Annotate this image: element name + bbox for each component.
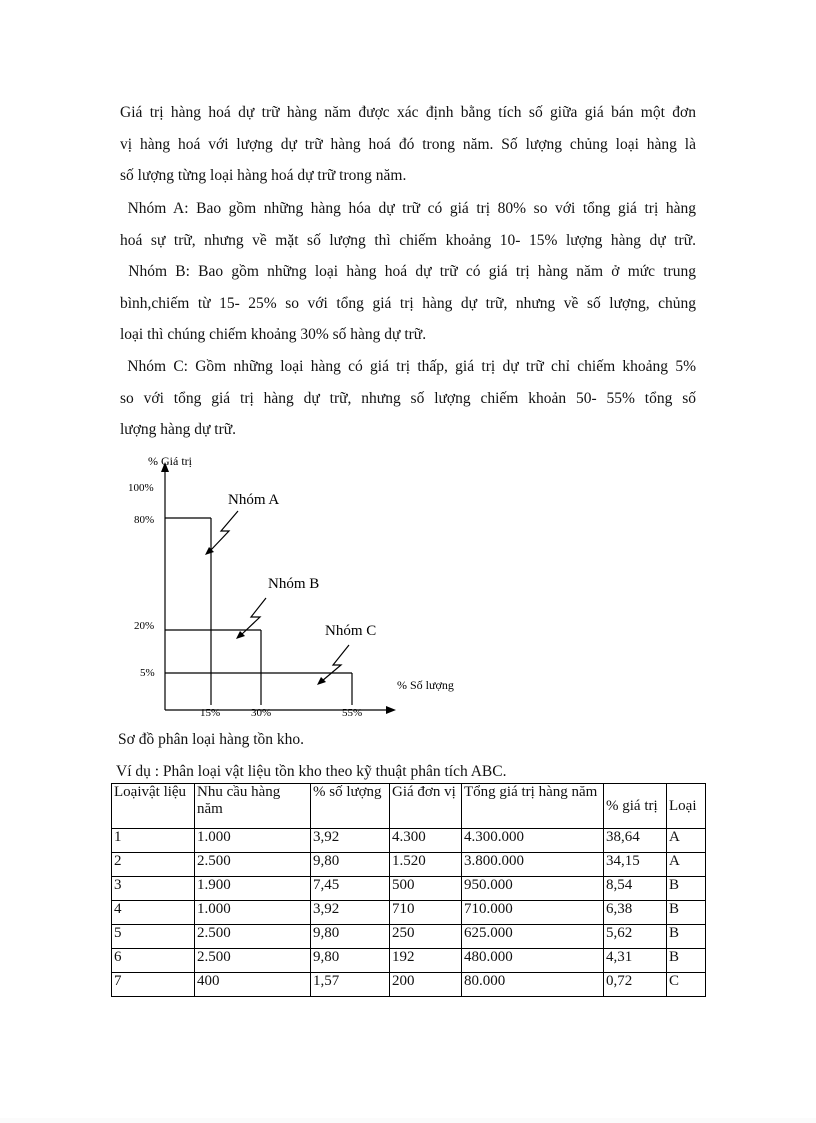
table-cell: A [667,853,706,877]
table-cell: 4.300.000 [462,829,604,853]
group-b-label: Nhóm B [268,576,320,592]
y-tick-label: 20% [134,620,155,632]
table-cell: 5,62 [604,925,667,949]
paragraph-intro [120,97,696,192]
text-line: lượng hàng dự trữ. [120,421,237,438]
table-cell: 2.500 [195,853,311,877]
table-cell: 38,64 [604,829,667,853]
table-cell: 3,92 [311,829,390,853]
x-tick-label: 15% [200,707,221,719]
table-cell: 710.000 [462,901,604,925]
x-axis-arrow [386,706,396,714]
group-c-label: Nhóm C [325,623,377,639]
table-cell: 710 [390,901,462,925]
table-cell: 2.500 [195,949,311,973]
table-cell: A [667,829,706,853]
table-cell: 6,38 [604,901,667,925]
table-cell: 9,80 [311,853,390,877]
table-row [112,901,706,925]
text-line: Nhóm C: Gồm những loại hàng có giá trị thấp, giá trị dự trữ chỉ chiếm khoảng 5% [120,358,696,375]
table-cell: B [667,901,706,925]
table-cell: 2.500 [195,925,311,949]
chart-caption: Sơ đồ phân loại hàng tồn kho. [118,731,304,748]
table-cell: 400 [195,973,311,997]
table-cell: 3.800.000 [462,853,604,877]
table-cell: 1.520 [390,853,462,877]
table-cell: 7,45 [311,877,390,901]
table-cell: 500 [390,877,462,901]
table-cell: 9,80 [311,949,390,973]
text-line: vị hàng hoá với lượng dự trữ hàng hoá đó trong năm. Số lượng chủng loại hàng là [120,135,696,153]
y-axis-label: % Giá trị [148,454,192,468]
y-tick-label: 80% [134,514,155,526]
page-bottom-edge [0,1118,816,1123]
table-cell: 625.000 [462,925,604,949]
text-line: so với tổng giá trị hàng dự trữ, nhưng số lượng chiếm khoản 50- 55% tổng số [120,389,696,407]
table-row [112,853,706,877]
table-cell: C [667,973,706,997]
table-cell: 34,15 [604,853,667,877]
table-cell: B [667,925,706,949]
table-cell: 6 [112,949,195,973]
table-cell: 9,80 [311,925,390,949]
text-line: loại thì chúng chiếm khoảng 30% số hàng dự trữ. [120,326,427,343]
table-cell: 3 [112,877,195,901]
group-a-label: Nhóm A [228,492,280,508]
y-tick-label: 5% [140,667,155,679]
column-header: Nhu cầu hàng năm [195,784,311,829]
paragraph-group-a [120,193,696,256]
example-title: Ví dụ : Phân loại vật liệu tồn kho theo kỹ thuật phân tích ABC. [116,763,507,780]
table-cell: 4 [112,901,195,925]
column-header: % số lượng [311,784,390,829]
table-row [112,949,706,973]
text-line: Giá trị hàng hoá dự trữ hàng năm được xác định bằng tích số giữa giá bán một đơn [120,104,696,121]
table-cell: 1 [112,829,195,853]
table-cell: 1.000 [195,829,311,853]
table-cell: B [667,949,706,973]
table-row [112,925,706,949]
table-cell: 0,72 [604,973,667,997]
table-cell: 3,92 [311,901,390,925]
table-cell: 192 [390,949,462,973]
table-cell: 1.000 [195,901,311,925]
table-cell: 250 [390,925,462,949]
text-line: bình,chiếm từ 15- 25% so với tổng giá trị hàng dự trữ, nhưng về số lượng, chủng [120,294,696,312]
group-a-pointer [210,511,238,551]
table-cell: 1,57 [311,973,390,997]
text-line: Nhóm A: Bao gồm những hàng hóa dự trữ có giá trị 80% so với tổng giá trị hàng [120,200,696,217]
table-row [112,877,706,901]
table-row [112,829,706,853]
x-tick-label: 30% [251,707,272,719]
table-cell: 950.000 [462,877,604,901]
table-cell: 200 [390,973,462,997]
column-header: Giá đơn vị [390,784,462,829]
table-cell: 2 [112,853,195,877]
table-row [112,973,706,997]
table-cell: 4,31 [604,949,667,973]
table-cell: 8,54 [604,877,667,901]
paragraph-group-c [120,351,696,446]
paragraph-group-b [120,256,696,351]
abc-table [111,783,706,997]
column-header: Loạivật liệu [112,784,195,829]
table-cell: 480.000 [462,949,604,973]
column-header: % giá trị [604,784,667,829]
table-cell: 80.000 [462,973,604,997]
text-line: Nhóm B: Bao gồm những loại hàng hoá dự trữ có giá trị hàng năm ở mức trung [120,263,696,280]
group-c-pointer [322,645,349,681]
abc-chart [120,448,480,720]
table-cell: B [667,877,706,901]
x-tick-label: 55% [342,707,363,719]
text-line: số lượng từng loại hàng hoá dự trữ trong năm. [120,167,407,184]
table-cell: 4.300 [390,829,462,853]
column-header: Tổng giá trị hàng năm [462,784,604,829]
table-header-row [112,784,706,829]
table-cell: 7 [112,973,195,997]
y-tick-label: 100% [128,482,154,494]
column-header: Loại [667,784,706,829]
table-cell: 5 [112,925,195,949]
table-cell: 1.900 [195,877,311,901]
text-line: hoá sự trữ, nhưng về mặt số lượng thì chiếm khoảng 10- 15% lượng hàng dự trữ. [120,231,696,249]
x-axis-label: % Số lượng [397,678,454,692]
